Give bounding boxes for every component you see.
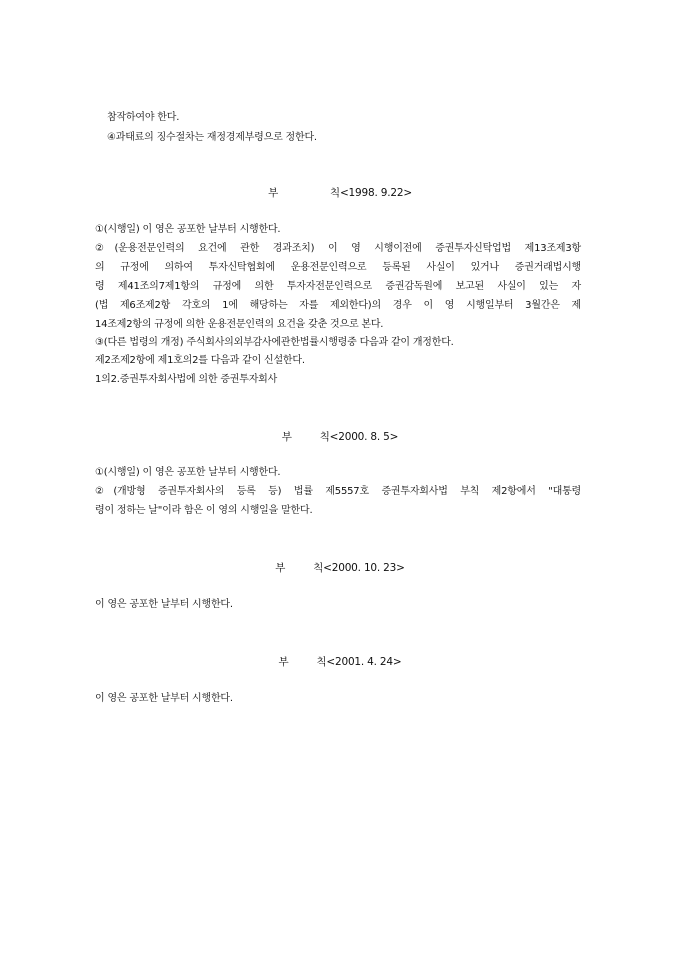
supplementary-heading-2000-10 xyxy=(0,561,680,575)
paragraph-line: ①(시행일) 이 영은 공포한 날부터 시행한다. xyxy=(95,467,281,478)
heading-date: 칙<2000. 8. 5> xyxy=(319,431,399,443)
heading-bu: 부 xyxy=(268,187,279,199)
paragraph-line: ①(시행일) 이 영은 공포한 날부터 시행한다. xyxy=(95,224,281,235)
heading-date: 칙<2001. 4. 24> xyxy=(316,656,402,668)
heading-date: 칙<1998. 9.22> xyxy=(330,187,412,199)
heading-bu: 부 xyxy=(278,656,289,668)
paragraph-line: ②(개방형 증권투자회사의 등록 등) 법률 제5557호 증권투자회사법 부칙 제2항에서 "대통령 xyxy=(95,486,581,497)
supplementary-heading-2001-04 xyxy=(0,655,680,669)
supplementary-heading-1998 xyxy=(0,186,680,200)
heading-bu: 부 xyxy=(275,562,286,574)
paragraph-line: ②(운용전문인력의 요건에 관한 경과조치) 이 영 시행이전에 증권투자신탁업법 제13조제3항 xyxy=(95,243,581,254)
paragraph-line: 1의2.증권투자회사법에 의한 증권투자회사 xyxy=(95,374,278,385)
heading-date: 칙<2000. 10. 23> xyxy=(313,562,405,574)
paragraph-line: 령 제41조의7제1항의 규정에 의한 투자자전문인력으로 증권감독원에 보고된 사실이 있는 자 xyxy=(95,281,581,292)
supplementary-heading-2000-08 xyxy=(0,430,680,444)
paragraph-line: 제2조제2항에 제1호의2를 다음과 같이 신설한다. xyxy=(95,355,305,366)
paragraph-line: 의 규정에 의하여 투자신탁협회에 운용전문인력으로 등록된 사실이 있거나 증권거래법시행 xyxy=(95,262,581,273)
paragraph-line: (법 제6조제2항 각호의 1에 해당하는 자를 제외한다)의 경우 이 영 시행일부터 3월간은 제 xyxy=(95,300,581,311)
paragraph-line: 이 영은 공포한 날부터 시행한다. xyxy=(95,693,233,704)
paragraph-line: ③(다른 법령의 개정) 주식회사의외부감사에관한법률시행령중 다음과 같이 개정한다. xyxy=(95,337,454,348)
paragraph-line: 령이 정하는 날"이라 함은 이 영의 시행일을 말한다. xyxy=(95,505,313,516)
heading-bu: 부 xyxy=(281,431,292,443)
article-paragraph: ④과태료의 징수절차는 재정경제부령으로 정한다. xyxy=(107,132,317,143)
paragraph-line: 이 영은 공포한 날부터 시행한다. xyxy=(95,599,233,610)
continuation-text: 참작하여야 한다. xyxy=(107,112,180,123)
paragraph-line: 14조제2항의 규정에 의한 운용전문인력의 요건을 갖춘 것으로 본다. xyxy=(95,319,384,330)
